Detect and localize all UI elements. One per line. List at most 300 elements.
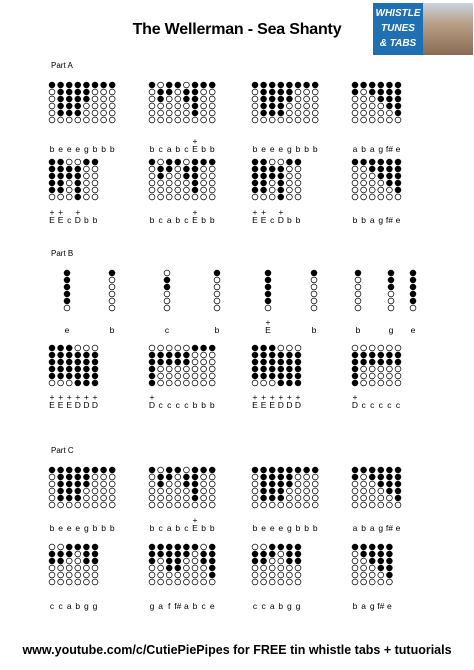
open-hole-icon [184, 159, 190, 165]
closed-hole-icon [175, 551, 181, 557]
open-hole-icon [312, 96, 318, 102]
open-hole-icon [395, 502, 401, 508]
open-hole-icon [209, 380, 215, 386]
open-hole-icon [252, 96, 258, 102]
open-hole-icon [158, 159, 164, 165]
note-label: e [75, 144, 81, 154]
note-label: c [167, 400, 172, 410]
open-hole-icon [378, 110, 384, 116]
note-label: b [361, 523, 366, 533]
closed-hole-icon [92, 366, 98, 372]
closed-hole-icon [261, 173, 267, 179]
closed-hole-icon [166, 166, 172, 172]
closed-hole-icon [395, 82, 401, 88]
open-hole-icon [109, 284, 115, 290]
closed-hole-icon [84, 558, 90, 564]
closed-hole-icon [278, 110, 284, 116]
closed-hole-icon [369, 166, 375, 172]
closed-hole-icon [92, 359, 98, 365]
closed-hole-icon [295, 373, 301, 379]
open-hole-icon [192, 352, 198, 358]
open-hole-icon [109, 89, 115, 95]
open-hole-icon [49, 495, 55, 501]
closed-hole-icon [58, 373, 64, 379]
open-hole-icon [387, 495, 393, 501]
open-hole-icon [209, 194, 215, 200]
open-hole-icon [149, 502, 155, 508]
closed-hole-icon [269, 96, 275, 102]
open-hole-icon [75, 159, 81, 165]
open-hole-icon [158, 488, 164, 494]
closed-hole-icon [278, 495, 284, 501]
closed-hole-icon [265, 277, 271, 283]
open-hole-icon [201, 544, 207, 550]
closed-hole-icon [395, 166, 401, 172]
closed-hole-icon [378, 467, 384, 473]
closed-hole-icon [58, 159, 64, 165]
footer-link[interactable]: www.youtube.com/c/CutiePiePipes for FREE tin whistle tabs + tutuorials [22, 643, 452, 657]
note-label: b [201, 144, 206, 154]
open-hole-icon [361, 173, 367, 179]
open-hole-icon [312, 495, 318, 501]
open-hole-icon [395, 194, 401, 200]
closed-hole-icon [75, 194, 81, 200]
open-hole-icon [66, 380, 72, 386]
open-hole-icon [175, 166, 181, 172]
open-hole-icon [378, 572, 384, 578]
closed-hole-icon [395, 159, 401, 165]
closed-hole-icon [66, 481, 72, 487]
closed-hole-icon [410, 298, 416, 304]
closed-hole-icon [361, 159, 367, 165]
open-hole-icon [352, 166, 358, 172]
open-hole-icon [209, 117, 215, 123]
open-hole-icon [214, 284, 220, 290]
open-hole-icon [252, 579, 258, 585]
open-hole-icon [166, 96, 172, 102]
open-hole-icon [278, 579, 284, 585]
open-hole-icon [84, 194, 90, 200]
closed-hole-icon [175, 359, 181, 365]
note-label: f# [385, 215, 393, 225]
closed-hole-icon [49, 173, 55, 179]
open-hole-icon [361, 89, 367, 95]
open-hole-icon [166, 488, 172, 494]
note-label: g [287, 144, 292, 154]
open-hole-icon [410, 305, 416, 311]
octave-plus-mark: + [75, 392, 81, 402]
open-hole-icon [109, 291, 115, 297]
open-hole-icon [209, 103, 215, 109]
open-hole-icon [84, 579, 90, 585]
closed-hole-icon [361, 551, 367, 557]
closed-hole-icon [175, 82, 181, 88]
closed-hole-icon [164, 284, 170, 290]
note-label: a [369, 523, 375, 533]
open-hole-icon [166, 579, 172, 585]
closed-hole-icon [395, 481, 401, 487]
closed-hole-icon [378, 352, 384, 358]
open-hole-icon [278, 345, 284, 351]
open-hole-icon [261, 117, 267, 123]
open-hole-icon [49, 565, 55, 571]
open-hole-icon [369, 380, 375, 386]
note-label: g [287, 601, 292, 611]
closed-hole-icon [58, 352, 64, 358]
open-hole-icon [84, 345, 90, 351]
open-hole-icon [184, 495, 190, 501]
open-hole-icon [395, 345, 401, 351]
closed-hole-icon [261, 366, 267, 372]
note-label: D [74, 400, 81, 410]
note-label: b [101, 523, 106, 533]
closed-hole-icon [378, 544, 384, 550]
closed-hole-icon [58, 488, 64, 494]
closed-hole-icon [184, 551, 190, 557]
closed-hole-icon [192, 187, 198, 193]
open-hole-icon [388, 298, 394, 304]
open-hole-icon [201, 103, 207, 109]
closed-hole-icon [269, 166, 275, 172]
open-hole-icon [201, 173, 207, 179]
open-hole-icon [192, 366, 198, 372]
note-label: b [352, 601, 358, 611]
closed-hole-icon [287, 474, 293, 480]
open-hole-icon [378, 380, 384, 386]
octave-plus-mark: + [278, 207, 284, 217]
open-hole-icon [269, 565, 275, 571]
open-hole-icon [92, 481, 98, 487]
open-hole-icon [158, 380, 164, 386]
open-hole-icon [66, 579, 72, 585]
open-hole-icon [361, 96, 367, 102]
closed-hole-icon [166, 359, 172, 365]
closed-hole-icon [410, 277, 416, 283]
note-label: g [295, 601, 301, 611]
closed-hole-icon [166, 467, 172, 473]
open-hole-icon [92, 96, 98, 102]
closed-hole-icon [58, 467, 64, 473]
closed-hole-icon [92, 380, 98, 386]
closed-hole-icon [278, 359, 284, 365]
note-label: e [75, 523, 81, 533]
open-hole-icon [209, 352, 215, 358]
open-hole-icon [149, 481, 155, 487]
open-hole-icon [84, 565, 90, 571]
open-hole-icon [361, 194, 367, 200]
closed-hole-icon [184, 359, 190, 365]
closed-hole-icon [387, 159, 393, 165]
note-label: b [295, 215, 301, 225]
closed-hole-icon [175, 467, 181, 473]
octave-plus-mark: + [286, 392, 292, 402]
closed-hole-icon [295, 359, 301, 365]
note-label: D [294, 400, 302, 410]
closed-hole-icon [369, 467, 375, 473]
closed-hole-icon [149, 366, 155, 372]
closed-hole-icon [278, 481, 284, 487]
closed-hole-icon [278, 89, 284, 95]
open-hole-icon [387, 187, 393, 193]
open-hole-icon [84, 166, 90, 172]
open-hole-icon [92, 187, 98, 193]
note-label: E [192, 523, 198, 533]
closed-hole-icon [49, 159, 55, 165]
open-hole-icon [158, 345, 164, 351]
closed-hole-icon [261, 180, 267, 186]
note-label: a [166, 523, 172, 533]
open-hole-icon [295, 110, 301, 116]
open-hole-icon [287, 502, 293, 508]
note-label: E [192, 144, 198, 154]
closed-hole-icon [378, 82, 384, 88]
closed-hole-icon [49, 180, 55, 186]
note-label: e [395, 523, 401, 533]
open-hole-icon [201, 579, 207, 585]
octave-plus-mark: + [261, 207, 267, 217]
closed-hole-icon [66, 352, 72, 358]
open-hole-icon [209, 110, 215, 116]
open-hole-icon [164, 270, 170, 276]
note-label: g [84, 523, 89, 533]
open-hole-icon [352, 96, 358, 102]
open-hole-icon [175, 194, 181, 200]
open-hole-icon [378, 488, 384, 494]
note-label: b [109, 523, 115, 533]
closed-hole-icon [75, 110, 81, 116]
closed-hole-icon [252, 159, 258, 165]
closed-hole-icon [84, 82, 90, 88]
closed-hole-icon [395, 187, 401, 193]
open-hole-icon [252, 194, 258, 200]
closed-hole-icon [261, 474, 267, 480]
open-hole-icon [158, 82, 164, 88]
closed-hole-icon [261, 352, 267, 358]
open-hole-icon [295, 173, 301, 179]
closed-hole-icon [58, 366, 64, 372]
closed-hole-icon [166, 565, 172, 571]
closed-hole-icon [75, 352, 81, 358]
open-hole-icon [201, 572, 207, 578]
open-hole-icon [75, 579, 81, 585]
open-hole-icon [184, 366, 190, 372]
note-label: f# [377, 601, 385, 611]
open-hole-icon [66, 187, 72, 193]
open-hole-icon [109, 110, 115, 116]
note-label: c [158, 400, 163, 410]
open-hole-icon [149, 89, 155, 95]
closed-hole-icon [261, 558, 267, 564]
note-label: c [184, 400, 189, 410]
logo-line-1: WHISTLE [375, 8, 421, 19]
closed-hole-icon [175, 565, 181, 571]
closed-hole-icon [58, 558, 64, 564]
open-hole-icon [352, 187, 358, 193]
closed-hole-icon [149, 82, 155, 88]
open-hole-icon [304, 110, 310, 116]
closed-hole-icon [58, 474, 64, 480]
open-hole-icon [66, 194, 72, 200]
note-label: g [369, 601, 375, 611]
closed-hole-icon [352, 89, 358, 95]
open-hole-icon [92, 345, 98, 351]
closed-hole-icon [166, 558, 172, 564]
part-a-label: Part A [51, 61, 73, 70]
open-hole-icon [175, 345, 181, 351]
note-label: b [304, 523, 309, 533]
closed-hole-icon [355, 270, 361, 276]
open-hole-icon [352, 481, 358, 487]
note-label: b [92, 144, 98, 154]
open-hole-icon [175, 187, 181, 193]
open-hole-icon [66, 117, 72, 123]
open-hole-icon [361, 187, 367, 193]
note-label: E [192, 215, 198, 225]
closed-hole-icon [66, 488, 72, 494]
open-hole-icon [109, 103, 115, 109]
closed-hole-icon [58, 96, 64, 102]
open-hole-icon [92, 180, 98, 186]
note-label: b [295, 523, 301, 533]
open-hole-icon [378, 345, 384, 351]
octave-plus-mark: + [295, 392, 301, 402]
closed-hole-icon [214, 270, 220, 276]
closed-hole-icon [269, 103, 275, 109]
note-label: g [388, 325, 394, 335]
note-label: e [58, 523, 63, 533]
open-hole-icon [214, 291, 220, 297]
open-hole-icon [49, 96, 55, 102]
open-hole-icon [295, 194, 301, 200]
closed-hole-icon [64, 298, 70, 304]
closed-hole-icon [378, 159, 384, 165]
open-hole-icon [361, 488, 367, 494]
closed-hole-icon [261, 103, 267, 109]
closed-hole-icon [269, 373, 275, 379]
open-hole-icon [184, 565, 190, 571]
closed-hole-icon [58, 551, 64, 557]
open-hole-icon [387, 373, 393, 379]
closed-hole-icon [261, 359, 267, 365]
closed-hole-icon [175, 352, 181, 358]
closed-hole-icon [352, 373, 358, 379]
closed-hole-icon [92, 373, 98, 379]
octave-plus-mark: + [58, 207, 64, 217]
closed-hole-icon [361, 82, 367, 88]
note-label: c [378, 400, 383, 410]
open-hole-icon [252, 502, 258, 508]
closed-hole-icon [92, 82, 98, 88]
closed-hole-icon [66, 359, 72, 365]
closed-hole-icon [378, 551, 384, 557]
closed-hole-icon [387, 82, 393, 88]
open-hole-icon [166, 373, 172, 379]
octave-plus-mark: + [66, 392, 72, 402]
open-hole-icon [369, 366, 375, 372]
closed-hole-icon [278, 96, 284, 102]
octave-plus-mark: + [49, 392, 55, 402]
open-hole-icon [387, 117, 393, 123]
closed-hole-icon [361, 544, 367, 550]
open-hole-icon [378, 579, 384, 585]
closed-hole-icon [201, 558, 207, 564]
open-hole-icon [209, 481, 215, 487]
closed-hole-icon [295, 380, 301, 386]
open-hole-icon [295, 502, 301, 508]
closed-hole-icon [287, 467, 293, 473]
closed-hole-icon [252, 187, 258, 193]
closed-hole-icon [184, 89, 190, 95]
closed-hole-icon [66, 96, 72, 102]
open-hole-icon [352, 572, 358, 578]
open-hole-icon [92, 194, 98, 200]
closed-hole-icon [252, 352, 258, 358]
open-hole-icon [166, 502, 172, 508]
open-hole-icon [378, 373, 384, 379]
open-hole-icon [304, 502, 310, 508]
closed-hole-icon [278, 166, 284, 172]
note-label: b [92, 523, 98, 533]
open-hole-icon [352, 173, 358, 179]
open-hole-icon [49, 103, 55, 109]
closed-hole-icon [201, 159, 207, 165]
closed-hole-icon [395, 96, 401, 102]
open-hole-icon [311, 284, 317, 290]
closed-hole-icon [75, 187, 81, 193]
open-hole-icon [166, 495, 172, 501]
open-hole-icon [287, 488, 293, 494]
open-hole-icon [201, 474, 207, 480]
open-hole-icon [149, 572, 155, 578]
note-label: b [192, 601, 198, 611]
open-hole-icon [269, 380, 275, 386]
open-hole-icon [369, 488, 375, 494]
note-label: b [149, 215, 155, 225]
closed-hole-icon [287, 373, 293, 379]
open-hole-icon [101, 110, 107, 116]
open-hole-icon [311, 298, 317, 304]
note-label: b [278, 601, 284, 611]
note-label: b [149, 144, 155, 154]
open-hole-icon [287, 579, 293, 585]
closed-hole-icon [209, 565, 215, 571]
note-label: D [148, 400, 156, 410]
open-hole-icon [101, 488, 107, 494]
open-hole-icon [369, 187, 375, 193]
closed-hole-icon [75, 103, 81, 109]
open-hole-icon [101, 481, 107, 487]
closed-hole-icon [295, 366, 301, 372]
closed-hole-icon [66, 173, 72, 179]
open-hole-icon [166, 173, 172, 179]
note-label: b [92, 215, 98, 225]
closed-hole-icon [58, 103, 64, 109]
note-label: c [270, 215, 275, 225]
note-label: b [312, 523, 318, 533]
open-hole-icon [175, 110, 181, 116]
open-hole-icon [175, 173, 181, 179]
closed-hole-icon [269, 352, 275, 358]
open-hole-icon [355, 277, 361, 283]
note-label: a [66, 601, 72, 611]
closed-hole-icon [158, 551, 164, 557]
closed-hole-icon [66, 467, 72, 473]
note-label: g [84, 601, 89, 611]
closed-hole-icon [75, 366, 81, 372]
open-hole-icon [369, 103, 375, 109]
octave-plus-mark: + [192, 515, 198, 525]
open-hole-icon [252, 474, 258, 480]
